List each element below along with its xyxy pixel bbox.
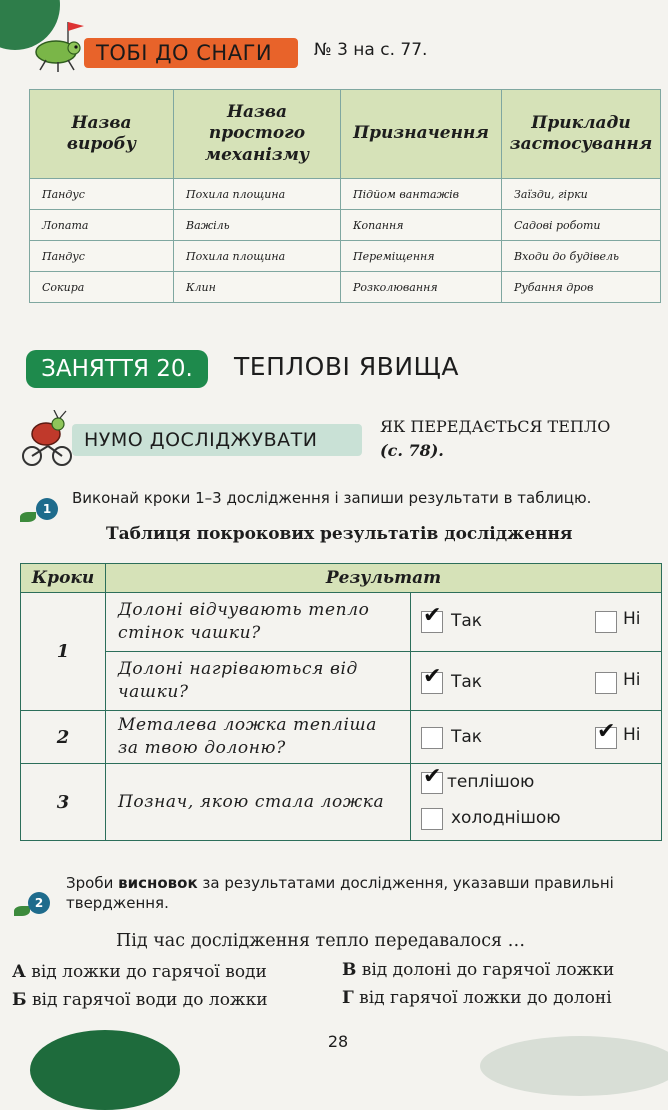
option-letter: В bbox=[342, 960, 357, 980]
instruction-keyword: висновок bbox=[118, 874, 198, 892]
column-header: Приклади застосування bbox=[502, 90, 661, 179]
table-cell: Садові роботи bbox=[502, 210, 661, 241]
table-row bbox=[30, 241, 661, 272]
table-cell: Пандус bbox=[30, 179, 174, 210]
checkmark-icon: ✔ bbox=[423, 664, 442, 689]
option-label: Так bbox=[451, 611, 483, 631]
answer-cell bbox=[411, 764, 662, 841]
results-table bbox=[20, 563, 662, 841]
table-row bbox=[30, 210, 661, 241]
column-header: Результат bbox=[106, 564, 662, 593]
option-label: Так bbox=[451, 672, 483, 692]
answer-option[interactable] bbox=[12, 962, 267, 982]
table-cell: Важіль bbox=[174, 210, 341, 241]
step-question: Долоні нагріваються від чашки? bbox=[106, 652, 411, 711]
explore-banner bbox=[72, 424, 362, 456]
option-letter: Г bbox=[342, 988, 354, 1008]
checkbox-colder[interactable] bbox=[421, 808, 443, 830]
task-instruction bbox=[66, 873, 656, 914]
option-text: від ложки до гарячої води bbox=[31, 962, 267, 982]
checkbox-no[interactable] bbox=[595, 611, 617, 633]
step-number: 3 bbox=[21, 764, 106, 841]
leaf-icon bbox=[20, 512, 36, 522]
table-cell: Сокира bbox=[30, 272, 174, 303]
lesson-number: ЗАНЯТТЯ 20. bbox=[41, 356, 193, 382]
corner-shape-decoration bbox=[480, 1036, 668, 1096]
option-text: від гарячої води до ложки bbox=[31, 990, 268, 1010]
option-text: від долоні до гарячої ложки bbox=[361, 960, 615, 980]
topic-heading bbox=[380, 415, 610, 463]
conclusion-prompt: Під час дослідження тепло передавалося … bbox=[116, 931, 526, 951]
checkmark-icon: ✔ bbox=[597, 719, 616, 744]
answer-option[interactable] bbox=[12, 990, 268, 1010]
answer-cell bbox=[411, 593, 662, 652]
step-question: Долоні відчувають тепло стінок чашки? bbox=[106, 593, 411, 652]
answer-option[interactable] bbox=[342, 988, 612, 1008]
step-number: 1 bbox=[21, 593, 106, 711]
leaf-icon bbox=[14, 906, 30, 916]
instruction-text: Зроби bbox=[66, 874, 119, 892]
option-label: Ні bbox=[623, 609, 641, 629]
step-question: Металева ложка тепліша за твою долоню? bbox=[106, 711, 411, 764]
column-header: Призначення bbox=[341, 90, 502, 179]
section-banner bbox=[84, 38, 298, 68]
answer-option[interactable] bbox=[342, 960, 614, 980]
task-instruction: Виконай кроки 1–3 дослідження і запиши результати в таблицю. bbox=[72, 489, 592, 507]
checkmark-icon: ✔ bbox=[423, 764, 442, 789]
task-number-badge: 2 bbox=[28, 892, 50, 914]
option-label: Ні bbox=[623, 670, 641, 690]
table-cell: Рубання дров bbox=[502, 272, 661, 303]
table-row bbox=[30, 179, 661, 210]
topic-page-ref: (с. 78). bbox=[380, 441, 444, 460]
option-letter: А bbox=[12, 962, 26, 982]
table-row bbox=[21, 711, 662, 764]
option-text: від гарячої ложки до долоні bbox=[359, 988, 612, 1008]
table-row bbox=[21, 593, 662, 652]
table-cell: Клин bbox=[174, 272, 341, 303]
topic-heading-line: ЯК ПЕРЕДАЄТЬСЯ ТЕПЛО bbox=[380, 417, 611, 436]
task-reference: № 3 на с. 77. bbox=[314, 40, 428, 60]
checkbox-no[interactable] bbox=[595, 672, 617, 694]
corner-leaf-decoration bbox=[30, 1030, 180, 1110]
table-cell: Пандус bbox=[30, 241, 174, 272]
table-cell: Розколювання bbox=[341, 272, 502, 303]
checkbox-yes[interactable] bbox=[421, 727, 443, 749]
lesson-title: ТЕПЛОВІ ЯВИЩА bbox=[234, 352, 459, 381]
column-header: Кроки bbox=[21, 564, 106, 593]
table-cell: Похила площина bbox=[174, 179, 341, 210]
table-header-row bbox=[30, 90, 661, 179]
table-cell: Підйом вантажів bbox=[341, 179, 502, 210]
answer-cell bbox=[411, 652, 662, 711]
option-label: Так bbox=[451, 727, 483, 747]
table-row bbox=[30, 272, 661, 303]
option-label: теплішою bbox=[447, 772, 535, 792]
table-cell: Копання bbox=[341, 210, 502, 241]
mechanisms-table bbox=[29, 89, 661, 303]
column-header: Назва простого механізму bbox=[174, 90, 341, 179]
table-title: Таблиця покрокових результатів дослідження bbox=[106, 524, 573, 544]
checkmark-icon: ✔ bbox=[423, 603, 442, 628]
option-label: Ні bbox=[623, 725, 641, 745]
task-number-badge: 1 bbox=[36, 498, 58, 520]
table-cell: Похила площина bbox=[174, 241, 341, 272]
table-header-row bbox=[21, 564, 662, 593]
answer-cell bbox=[411, 711, 662, 764]
table-cell: Входи до будівель bbox=[502, 241, 661, 272]
step-number: 2 bbox=[21, 711, 106, 764]
cycling-beetle-icon bbox=[18, 410, 76, 468]
table-cell: Заїзди, гірки bbox=[502, 179, 661, 210]
section-banner-label: ТОБІ ДО СНАГИ bbox=[96, 41, 273, 65]
instruction-text: за результатами дослідження, указавши правильні твердження. bbox=[66, 874, 614, 913]
beetle-mascot-icon bbox=[28, 18, 88, 74]
table-row bbox=[21, 764, 662, 841]
step-question: Познач, якою стала ложка bbox=[106, 764, 411, 841]
option-label: холоднішою bbox=[451, 808, 561, 828]
table-cell: Переміщення bbox=[341, 241, 502, 272]
table-row bbox=[21, 652, 662, 711]
lesson-badge bbox=[26, 350, 208, 388]
table-cell: Лопата bbox=[30, 210, 174, 241]
column-header: Назва виробу bbox=[30, 90, 174, 179]
page-number: 28 bbox=[327, 1032, 349, 1051]
option-letter: Б bbox=[12, 990, 27, 1010]
explore-banner-label: НУМО ДОСЛІДЖУВАТИ bbox=[84, 429, 318, 451]
